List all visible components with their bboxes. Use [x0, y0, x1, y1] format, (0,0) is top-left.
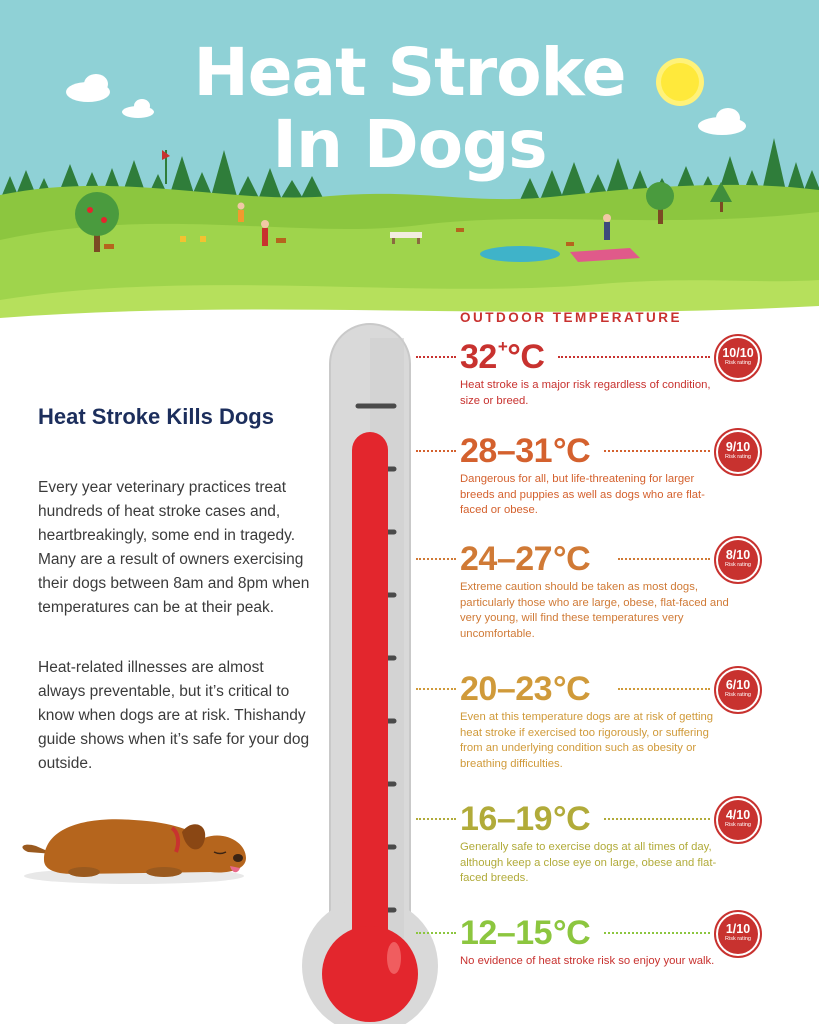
- temperature-range: 20–23°C: [460, 670, 591, 708]
- dotted-leader: [416, 932, 456, 934]
- outdoor-temperature-heading: OUTDOOR TEMPERATURE: [460, 310, 682, 325]
- sleeping-dog-illustration: [14, 808, 254, 888]
- dotted-leader: [416, 558, 456, 560]
- risk-description: Dangerous for all, but life-threatening for larger breeds and puppies as well as dogs who are flat-faced or obese.: [460, 473, 705, 516]
- dotted-leader: [604, 932, 710, 934]
- risk-rating-badge: 6/10 Risk rating: [709, 666, 769, 714]
- temperature-range: 24–27°C: [460, 540, 591, 578]
- main-title-line-2: In Dogs: [272, 106, 547, 183]
- risk-rating-badge: 8/10 Risk rating: [709, 536, 769, 584]
- main-title-line-1: Heat Stroke: [193, 34, 626, 111]
- dotted-leader: [604, 818, 710, 820]
- dotted-leader: [618, 688, 710, 690]
- temperature-range: 16–19°C: [460, 800, 591, 838]
- dotted-leader: [416, 356, 456, 358]
- intro-paragraph-1: Every year veterinary practices treat hundreds of heat stroke cases and, heartbreakingly, some end in tragedy. Many are a result of owners exercising their dogs between 8am and 8pm when temperatures can be at their peak.: [38, 479, 310, 616]
- intro-paragraph-2: Heat-related illnesses are almost always preventable, but it’s critical to know when dogs are at risk. Thishandy guide shows when it’s safe for your dog outside.: [38, 659, 310, 772]
- risk-description: No evidence of heat stroke risk so enjoy your walk.: [460, 955, 715, 967]
- intro-heading: Heat Stroke Kills Dogs: [38, 404, 274, 429]
- risk-rating-badge: 9/10 Risk rating: [709, 428, 769, 476]
- risk-description: Even at this temperature dogs are at risk of getting heat stroke if exercised too rigorously, or suffering from an underlying condition such as obesity or breathing difficulties.: [460, 711, 714, 770]
- pond-illustration: [480, 246, 560, 262]
- risk-rating-badge: 1/10 Risk rating: [709, 910, 769, 958]
- thermometer-illustration: [290, 318, 440, 1024]
- dotted-leader: [618, 558, 710, 560]
- risk-rating-badge: 4/10 Risk rating: [709, 796, 769, 844]
- risk-description: Extreme caution should be taken as most dogs, particularly those who are large, obese, flat-faced and very young, will find these temperatures very uncomfortable.: [460, 581, 729, 640]
- temperature-range: 12–15°C: [460, 914, 591, 952]
- risk-description: Heat stroke is a major risk regardless of condition, size or breed.: [460, 379, 711, 407]
- risk-rating-badge: 10/10 Risk rating: [709, 334, 769, 382]
- dotted-leader: [558, 356, 710, 358]
- dotted-leader: [416, 688, 456, 690]
- dotted-leader: [416, 450, 456, 452]
- temperature-range: 28–31°C: [460, 432, 591, 470]
- dotted-leader: [604, 450, 710, 452]
- mercury-column: [352, 432, 388, 972]
- temperature-range: 32+°C: [460, 337, 545, 376]
- mercury-bulb: [322, 926, 418, 1022]
- dotted-leader: [416, 818, 456, 820]
- risk-description: Generally safe to exercise dogs at all times of day, although keep a close eye on large, obese and flat-faced breeds.: [460, 841, 717, 884]
